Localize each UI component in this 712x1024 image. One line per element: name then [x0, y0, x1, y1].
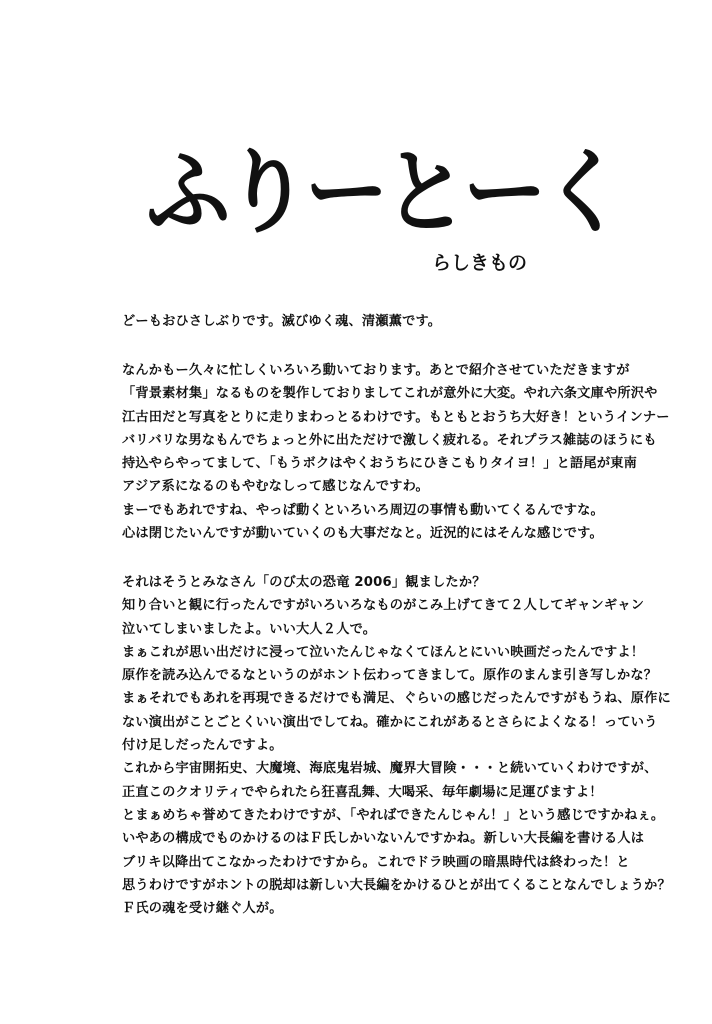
- text-line: 心は閉じたいんですが動いていくのも大事だなと。近況的にはそんな感じです。: [122, 526, 603, 542]
- news-paragraph: [122, 359, 682, 545]
- page-subtitle: らしきもの: [432, 252, 528, 274]
- page-title: ふりーとーく: [146, 139, 621, 246]
- text-line: 付け足しだったんですよ。: [122, 738, 283, 754]
- text-line: まぁそれでもあれを再現できるだけでも満足、ぐらいの感じだったんですがもうね、原作に: [122, 691, 671, 707]
- text-line: とまぁめちゃ誉めてきたわけですが、「やればできたんじゃん！」という感じですかねぇ。: [122, 807, 665, 823]
- text-line: 持込やらやってまして、「もうボクはやくおうちにひきこもりタイヨ！」と語尾が東南: [122, 456, 637, 472]
- text-line: Ｆ氏の魂を受け継ぐ人が。: [122, 901, 283, 917]
- text-line: 知り合いと観に行ったんですがいろいろなものがこみ上げてきて２人してギャンギャン: [122, 598, 645, 614]
- text-line: アジア系になるのもやむなしって感じなんですわ。: [122, 479, 429, 495]
- text-line: ない演出がことごとくいい演出でしてね。確かにこれがあるとさらによくなる！っていう: [122, 714, 658, 730]
- text-line: 泣いてしまいましたよ。いい大人２人で。: [122, 621, 377, 637]
- text-line: それはそうとみなさん「のび太の恐竜 2006」観ましたか？: [122, 575, 486, 590]
- text-line: どーもおひさしぶりです。滅びゆく魂、清瀬薫です。: [122, 314, 442, 329]
- movie-review-paragraph: [122, 571, 682, 920]
- text-line: 「背景素材集」なるものを製作しておりましてこれが意外に大変。やれ六条文庫や所沢や: [122, 386, 658, 402]
- text-line: いやあの構成でものかけるのはＦ氏しかいないんですかね。新しい大長編を書ける人は: [122, 831, 645, 847]
- text-line: 江古田だと写真をとりに走りまわっとるわけです。もともとおうち大好き！というインナー: [122, 409, 670, 425]
- text-line: 原作を読み込んでるなというのがホント伝わってきまして。原作のまんま引き写しかな？: [122, 668, 658, 684]
- greeting-paragraph: [122, 310, 682, 333]
- text-line: バリバリな男なもんでちょっと外に出ただけで激しく疲れる。それプラス雑誌のほうにも: [122, 432, 657, 448]
- text-line: まぁこれが思い出だけに浸って泣いたんじゃなくてほんとにいい映画だったんですよ！: [122, 644, 645, 660]
- text-line: 思うわけですがホントの脱却は新しい大長編をかけるひとが出てくることなんでしょうか？: [122, 877, 671, 893]
- text-line: ブリキ以降出てこなかったわけですから。これでドラ映画の暗黒時代は終わった！と: [122, 854, 630, 870]
- text-line: なんかもー久々に忙しくいろいろ動いております。あとで紹介させていただきますが: [122, 363, 630, 378]
- text-line: まーでもあれですね、やっぱ動くといろいろ周辺の事情も動いてくるんですな。: [122, 502, 604, 518]
- text-line: これから宇宙開拓史、大魔境、海底鬼岩城、魔界大冒険・・・と続いていくわけですが、: [122, 761, 658, 777]
- text-line: 正直このクオリティでやられたら狂喜乱舞、大喝采、毎年劇場に足運びますよ！: [122, 784, 603, 800]
